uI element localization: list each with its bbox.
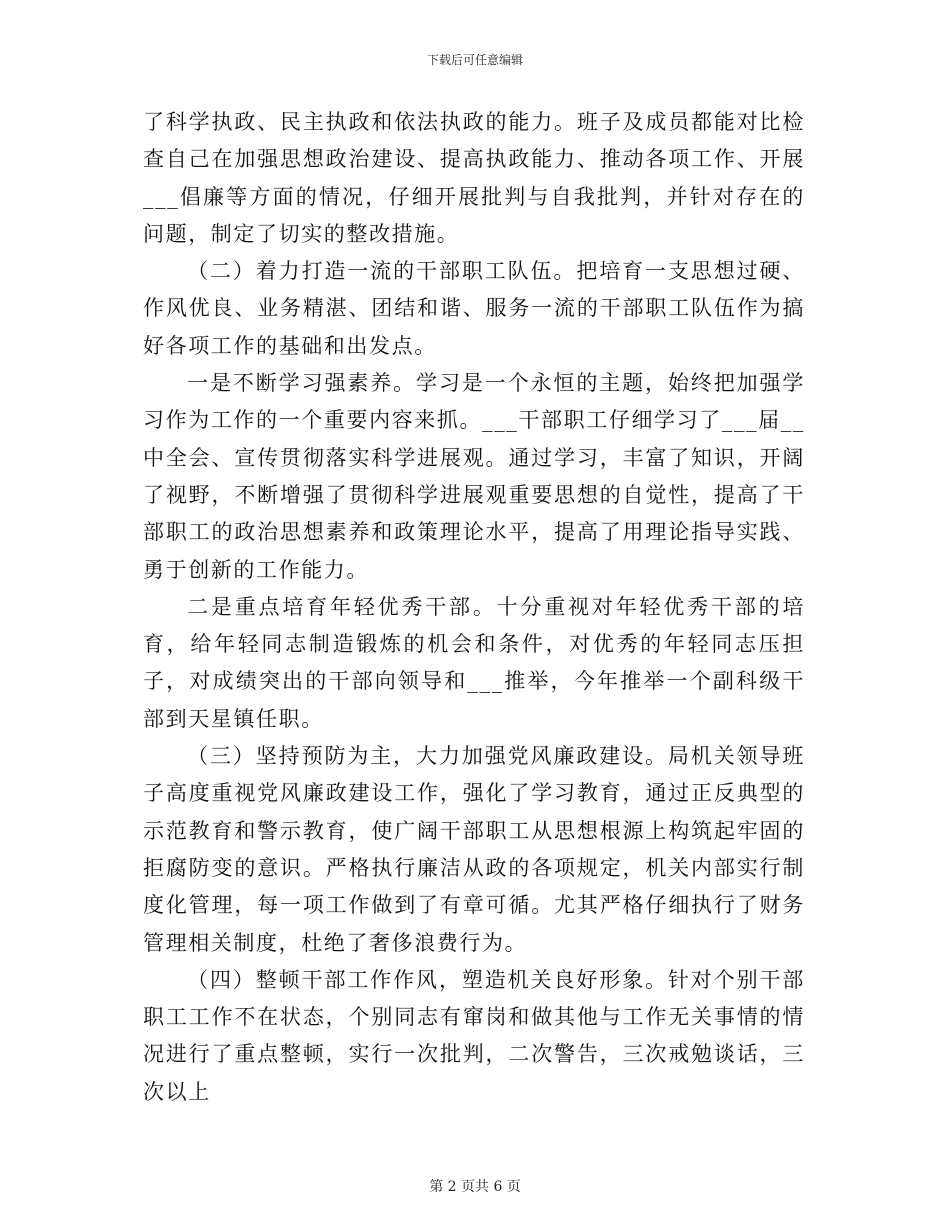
paragraph-4: 二是重点培育年轻优秀干部。十分重视对年轻优秀干部的培育，给年轻同志制造锻炼的机会和条件，对优秀的年轻同志压担子，对成绩突出的干部向领导和___推举，今年推举一个副科级干部到天星镇任职。 <box>143 594 805 731</box>
paragraph-1: 了科学执政、民主执政和依法执政的能力。班子及成员都能对比检查自己在加强思想政治建设、提高执政能力、推动各项工作、开展___倡廉等方面的情况，仔细开展批判与自我批判，并针对存在的问题，制定了切实的整改措施。 <box>143 110 805 246</box>
page-footer: 第 2 页共 6 页 <box>429 1179 521 1195</box>
paragraph-2: （二）着力打造一流的干部职工队伍。把培育一支思想过硬、作风优良、业务精湛、团结和谐、服务一流的干部职工队伍作为搞好各项工作的基础和出发点。 <box>143 259 805 358</box>
paragraph-6: （四）整顿干部工作作风，塑造机关良好形象。针对个别干部职工工作不在状态，个别同志有窜岗和做其他与工作无关事情的情况进行了重点整顿，实行一次批判，二次警告，三次戒勉谈话，三次以上 <box>143 967 805 1104</box>
document-body <box>143 104 805 1111</box>
page-header: 下载后可任意编辑 <box>426 53 523 67</box>
paragraph-3: 一是不断学习强素养。学习是一个永恒的主题，始终把加强学习作为工作的一个重要内容来抓。___干部职工仔细学习了___届__中全会、宣传贯彻落实科学进展观。通过学习，丰富了知识，开阔了视野，不断增强了贯彻科学进展观重要思想的自觉性，提高了干部职工的政治思想素养和政策理论水平，提高了用理论指导实践、勇于创新的工作能力。 <box>143 371 805 582</box>
paragraph-5: （三）坚持预防为主，大力加强党风廉政建设。局机关领导班子高度重视党风廉政建设工作，强化了学习教育，通过正反典型的示范教育和警示教育，使广阔干部职工从思想根源上构筑起牢固的拒腐防变的意识。严格执行廉洁从政的各项规定，机关内部实行制度化管理，每一项工作做到了有章可循。尤其严格仔细执行了财务管理相关制度，杜绝了奢侈浪费行为。 <box>143 744 805 955</box>
